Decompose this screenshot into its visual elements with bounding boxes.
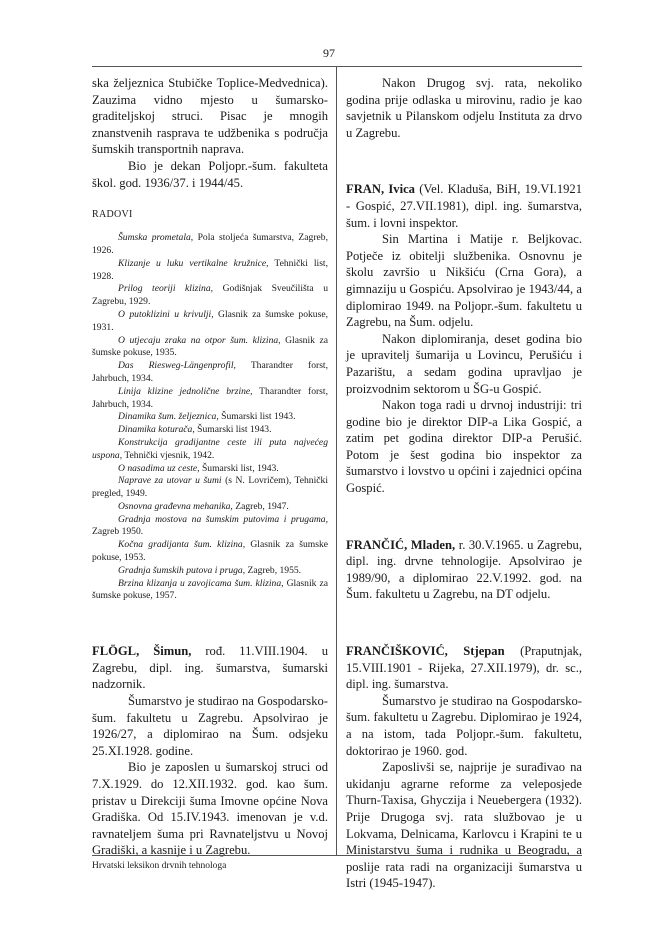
work-source: Glasnik za šumske pokuse, 1931. xyxy=(92,308,328,333)
page-number: 97 xyxy=(323,46,335,60)
work-title: Dinamika koturača, xyxy=(118,424,195,436)
work-title: Das Riesweg-Längenprofil, xyxy=(118,360,236,372)
work-item xyxy=(92,514,328,540)
work-item xyxy=(92,565,328,578)
entry-lead: rođ. 11.VIII.1904. u Zagrebu, dipl. ing. šumarstva, šumarski nadzornik. xyxy=(92,644,328,692)
work-item xyxy=(92,539,328,565)
work-title: Osnovna građevna mehanika, xyxy=(118,500,233,512)
work-item xyxy=(92,309,328,335)
work-source: Godišnjak Sveučilišta u Zagrebu, 1929. xyxy=(92,283,329,308)
work-title: Brzina klizanja u zavojicama šum. klizina, xyxy=(118,577,284,589)
work-source: Tehnički list, 1928. xyxy=(92,257,328,282)
work-source: Glasnik za šumske pokuse, 1957. xyxy=(92,577,328,602)
paragraph: Nakon toga radi u drvnoj industriji: tri godine bio je direktor DIP-a Lika Gospić, a zatim pet godina direktor DIP-a Perušić. Potom je šest godina bio inspektor za šumarstvo i lovstvo u općini i zajednici općina Gospić. xyxy=(346,398,582,496)
work-source: Tharandter forst, Jahrbuch, 1934. xyxy=(92,360,328,384)
entry-franciskovic xyxy=(346,643,582,693)
work-source: Zagreb, 1947. xyxy=(232,500,289,512)
work-source: Glasnik za šumske pokuse, 1935. xyxy=(92,334,328,359)
entry-lead: r. 30.V.1965. u Zagrebu, dipl. ing. drvne tehnologije. Apsolvirao je 1989/90, a diplomirao 22.V.1992. god. na Šum. fakultetu u Zagrebu, na DT odjelu. xyxy=(346,537,582,602)
entry-francic xyxy=(346,537,582,603)
work-item xyxy=(92,283,328,309)
works-list xyxy=(92,232,328,603)
work-title: Dinamika šum. željeznica, xyxy=(118,411,219,423)
work-title: O putoklizini u krivulji, xyxy=(118,308,214,320)
work-title: Konstrukcija gradijantne ceste ili puta najvećeg uspona, xyxy=(92,436,328,461)
entry-lead: (Vel. Kladuša, BiH, 19.VI.1921 - Gospić, 27.VII.1981), dipl. ing. šumarstva, šum. i lovni inspektor. xyxy=(346,182,583,230)
work-source: Pola stoljeća šumarstva, Zagreb, 1926. xyxy=(92,232,328,256)
paragraph: Šumarstvo je studirao na Gospodarsko-šum. fakultetu u Zagrebu. Apsolvirao je 1926/27, a diplomirao na Šum. odsjeku 25.XI.1928. godine. xyxy=(92,694,328,758)
work-source: Zagreb, 1955. xyxy=(245,564,302,576)
work-item xyxy=(92,501,328,514)
work-title: O nasadima uz ceste, xyxy=(118,462,200,474)
work-source: Tehnički vjesnik, 1942. xyxy=(122,449,215,461)
works-heading: RADOVI xyxy=(92,209,133,221)
paragraph: Bio je zaposlen u šumarskoj struci od 7.X.1929. do 12.XII.1932. god. kao šum. pristav u Direkciji šuma Imovne općine Nova Gradiška. Od 15.IV.1943. imenovan je v.d. ravnateljem šuma pri Ravnateljstvu u Novoj Gradiški, a kasnije i u Zagrebu. xyxy=(92,760,328,858)
column-divider xyxy=(336,66,337,855)
right-column xyxy=(346,75,582,892)
entry-name: FRANČIŠKOVIĆ, Stjepan xyxy=(346,644,505,659)
paragraph: Zaposlivši se, najprije je surađivao na ukidanju agrarne reforme za veleposjede Thurn-Taxisa, Ghyczija i Neuebergera (1932). Prije Drugoga svj. rata službovao je u Lokvama, Delnicama, Karlovcu i Krapini te u Ministarstvu šuma i rudnika u Beogradu, a poslije rata radi na organizaciji šumarstva u Istri (1945-1947). xyxy=(346,760,582,891)
work-item xyxy=(92,335,328,361)
entry-name: FLÖGL, Šimun, xyxy=(92,644,192,659)
work-title: Klizanje u luku vertikalne kružnice, xyxy=(118,257,269,269)
entry-lead: (Praputnjak, 15.VIII.1901 - Rijeka, 27.XII.1979), dr. sc., dipl. ing. šumarstva. xyxy=(346,644,582,692)
work-source: (s N. Lovričem), Tehnički pregled, 1949. xyxy=(92,475,328,500)
work-title: Šumska prometala, xyxy=(118,232,194,244)
entry-fran xyxy=(346,181,582,231)
paragraph: Nakon diplomiranja, deset godina bio je upravitelj šumarija u Lovincu, Perušiću i Pazarištu, a sedam godina upravljao je proizvodnim sektorom u ŠG-u Gospić. xyxy=(346,331,582,396)
work-title: Linija klizine jednolične brzine, xyxy=(118,385,253,397)
paragraph: Bio je dekan Poljopr.-šum. fakulteta škol. god. 1936/37. i 1944/45. xyxy=(92,158,328,190)
entry-name: FRAN, Ivica xyxy=(346,182,415,197)
footer-rule xyxy=(92,855,582,856)
work-source: Šumarski list, 1943. xyxy=(199,462,279,474)
work-source: Tharandter forst, Jahrbuch, 1934. xyxy=(92,385,328,410)
work-item xyxy=(92,463,328,476)
work-item xyxy=(92,411,328,424)
work-source: Zagreb 1950. xyxy=(92,526,144,538)
work-item xyxy=(92,475,328,501)
paragraph: Sin Martina i Matije r. Beljkovac. Potječe iz obitelji službenika. Osnovnu je školu završio u Nikšiću (Crna Gora), a gimnaziju u Gospiću. Apsolvirao je 1943/44, a diplomirao 1949. na Poljopr.-šum. fakultetu u Zagrebu, na Šum. odjelu. xyxy=(346,232,582,330)
work-item xyxy=(92,386,328,412)
entry-flogl xyxy=(92,643,328,693)
work-source: Šumarski list 1943. xyxy=(194,424,272,436)
work-source: Šumarski list 1943. xyxy=(218,411,296,423)
work-title: Gradnja šumskih putova i pruga, xyxy=(118,564,246,576)
left-column xyxy=(92,75,328,859)
work-item xyxy=(92,424,328,437)
entry-name: FRANČIĆ, Mladen, xyxy=(346,537,456,552)
work-source: Glasnik za šumske pokuse, 1953. xyxy=(92,539,328,564)
work-title: Prilog teoriji klizina, xyxy=(118,283,214,295)
work-title: O utjecaju zraka na otpor šum. klizina, xyxy=(118,334,281,346)
work-item xyxy=(92,578,328,604)
work-item xyxy=(92,258,328,284)
work-title: Naprave za utovar u šumi xyxy=(118,475,222,487)
work-item xyxy=(92,437,328,463)
footer-text: Hrvatski leksikon drvnih tehnologa xyxy=(92,861,227,871)
work-item xyxy=(92,360,328,386)
work-title: Gradnja mostova na šumskim putovima i prugama, xyxy=(118,513,328,525)
paragraph: Šumarstvo je studirao na Gospodarsko-šum. fakultetu u Zagrebu. Diplomirao je 1924, a na istom, tada Poljopr.-šum. fakultetu, doktorirao je 1960. god. xyxy=(346,693,582,758)
header-rule xyxy=(92,66,582,67)
paragraph: ska željeznica Stubičke Toplice-Medvednica). Zauzima vidno mjesto u šumarsko-graditeljskoj struci. Pisac je mnogih znanstvenih rasprava te udžbenika s područja šumskih transportnih naprava. xyxy=(92,76,328,157)
work-item xyxy=(92,232,328,258)
work-title: Kočna gradijanta šum. klizina, xyxy=(118,539,246,551)
paragraph: Nakon Drugog svj. rata, nekoliko godina prije odlaska u mirovinu, radio je kao savjetnik u Pilanskom odjelu Instituta za drvo u Zagrebu. xyxy=(346,76,582,140)
